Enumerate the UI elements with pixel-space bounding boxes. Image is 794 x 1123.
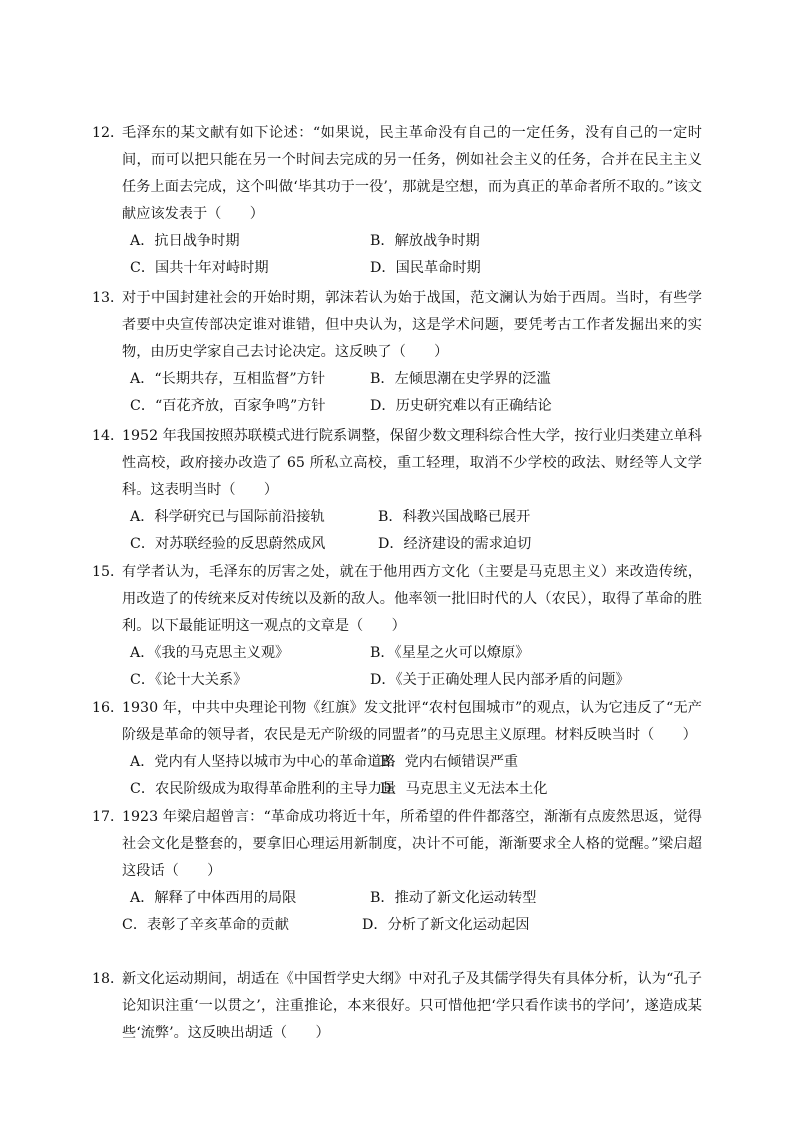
option-b[interactable]: B．左倾思潮在史学界的泛滥 (370, 371, 551, 387)
option-b[interactable]: B．科教兴国战略已展开 (378, 509, 531, 525)
options-row (92, 504, 702, 531)
question-18 (92, 966, 702, 1047)
option-d[interactable]: D．马克思主义无法本土化 (380, 781, 548, 797)
option-b[interactable]: B．党内右倾错误严重 (380, 754, 519, 770)
question-stem: 1930 年，中共中央理论刊物《红旗》发文批评“农村包围城市”的观点，认为它违反了“无产阶级是革命的领导者，农民是无产阶级的同盟者”的马克思主义原理。材料反映当时（ ） (122, 700, 702, 743)
question-stem: 毛泽东的某文献有如下论述：“如果说，民主革命没有自己的一定任务，没有自己的一定时间，而可以把只能在另一个时间去完成的另一任务，例如社会主义的任务，合并在民主主义任务上面去完成，这个叫做‘毕其功于一役’，那就是空想，而为真正的革命者所不取的。”该文献应该发表于（ ） (122, 125, 702, 222)
options-row (92, 885, 702, 912)
question-number: 15． (92, 564, 125, 580)
options-row (92, 640, 702, 667)
options-row (92, 255, 702, 282)
options-row (92, 531, 702, 558)
option-d[interactable]: D．分析了新文化运动起因 (362, 917, 530, 933)
option-b[interactable]: B．推动了新文化运动转型 (370, 890, 537, 906)
question-13 (92, 285, 702, 420)
options-row (92, 667, 702, 694)
option-c[interactable]: C．国共十年对峙时期 (130, 260, 269, 276)
question-number: 13． (92, 290, 125, 306)
option-a[interactable]: A．“长期共存，互相监督”方针 (130, 371, 326, 387)
option-b[interactable]: B．《星星之火可以燎原》 (370, 645, 530, 661)
option-c[interactable]: C．《论十大关系》 (130, 672, 248, 688)
option-a[interactable]: A．党内有人坚持以城市为中心的革命道路 (130, 754, 396, 770)
question-stem: 1923 年梁启超曾言：“革命成功将近十年，所希望的件件都落空，渐渐有点废然思返，觉得社会文化是整套的，要拿旧心理运用新制度，决计不可能，渐渐要求全人格的觉醒。”梁启超这段话（ ） (122, 809, 702, 879)
question-stem: 对于中国封建社会的开始时期，郭沫若认为始于战国，范文澜认为始于西周。当时，有些学者要中央宣传部决定谁对谁错，但中央认为，这是学术问题，要凭考古工作者发掘出来的实物，由历史学家自己去讨论决定。这反映了（ ） (122, 290, 702, 360)
question-number: 18． (92, 971, 125, 987)
question-stem: 有学者认为，毛泽东的厉害之处，就在于他用西方文化（主要是马克思主义）来改造传统，用改造了的传统来反对传统以及新的敌人。他率领一批旧时代的人（农民），取得了革命的胜利。以下最能证明这一观点的文章是（ ） (122, 564, 702, 634)
options-row (92, 776, 702, 803)
option-a[interactable]: A．《我的马克思主义观》 (130, 645, 290, 661)
option-d[interactable]: D．《关于正确处理人民内部矛盾的问题》 (370, 672, 630, 688)
question-17 (92, 804, 702, 939)
options-row (92, 912, 702, 939)
options-row (92, 393, 702, 420)
question-number: 17． (92, 809, 125, 825)
question-15 (92, 559, 702, 694)
option-b[interactable]: B．解放战争时期 (370, 233, 480, 249)
question-number: 16． (92, 700, 125, 716)
question-stem: 新文化运动期间，胡适在《中国哲学史大纲》中对孔子及其儒学得失有具体分析，认为“孔子论知识注重‘一以贯之’，注重推论，本来很好。只可惜他把‘学只看作读书的学问’，遂造成某些‘流弊’。这反映出胡适（ ） (122, 971, 702, 1041)
question-12 (92, 120, 702, 282)
option-d[interactable]: D．经济建设的需求迫切 (378, 536, 532, 552)
option-c[interactable]: C．农民阶级成为取得革命胜利的主导力量 (130, 781, 397, 797)
option-a[interactable]: A．解释了中体西用的局限 (130, 890, 297, 906)
options-row (92, 228, 702, 255)
option-a[interactable]: A．科学研究已与国际前沿接轨 (130, 509, 325, 525)
question-stem: 1952 年我国按照苏联模式进行院系调整，保留少数文理科综合性大学，按行业归类建立单科性高校，政府接办改造了 65 所私立高校，重工轻理，取消不少学校的政法、财经等人文学科。这表明当时（ ） (122, 428, 702, 498)
option-c[interactable]: C．对苏联经验的反思蔚然成风 (130, 536, 326, 552)
option-c[interactable]: C．“百花齐放，百家争鸣”方针 (130, 398, 326, 414)
options-row (92, 749, 702, 776)
option-d[interactable]: D．国民革命时期 (370, 260, 481, 276)
question-14 (92, 423, 702, 558)
option-d[interactable]: D．历史研究难以有正确结论 (370, 398, 552, 414)
option-c[interactable]: C．表彰了辛亥革命的贡献 (122, 917, 289, 933)
question-number: 12． (92, 125, 125, 141)
option-a[interactable]: A．抗日战争时期 (130, 233, 240, 249)
question-16 (92, 695, 702, 803)
options-row (92, 366, 702, 393)
question-number: 14． (92, 428, 125, 444)
